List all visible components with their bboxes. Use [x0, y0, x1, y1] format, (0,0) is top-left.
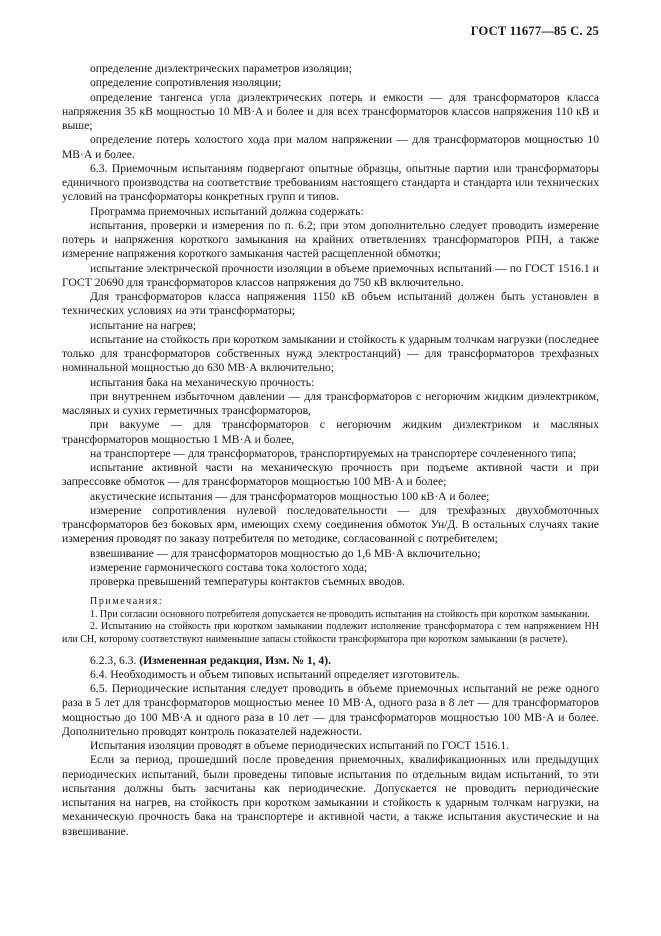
notes-block [62, 596, 599, 646]
paragraph: Испытания изоляции проводят в объеме периодических испытаний по ГОСТ 1516.1. [90, 739, 510, 753]
notes-title: Примечания: [90, 596, 164, 608]
paragraph: определение потерь холостого хода при малом напряжении — для трансформаторов мощностью 10 МВ·А и более. [62, 133, 599, 161]
paragraph: при вакууме — для трансформаторов с негорючим жидким диэлектриком и масляных трансформаторов мощностью 1 МВ·А и более, [62, 418, 599, 446]
paragraph: испытание на стойкость при коротком замыкании и стойкость к ударным толчкам нагрузки (последнее только для трансформаторов собственных нужд электростанций) — для трансформаторов трехфазных номинальной мощностью до 630 МВ·А включительно; [62, 332, 599, 375]
paragraph: Программа приемочных испытаний должна содержать: [90, 204, 364, 218]
paragraph: испытание электрической прочности изоляции в объеме приемочных испытаний — по ГОСТ 1516.1 и ГОСТ 20690 для трансформаторов классов напряжения до 750 кВ включительно. [62, 261, 599, 289]
paragraph: при внутреннем избыточном давлении — для трансформаторов с негорючим жидким диэлектриком, масляных и сухих герметичных трансформаторов, [62, 389, 599, 417]
paragraph: испытания, проверки и измерения по п. 6.2; при этом дополнительно следует проводить измерение потерь и напряжения короткого замыкания на крайних ответвлениях трансформаторов РПН, а также измерение напряжения короткого замыкания частей расщепленной обмотки; [62, 218, 599, 261]
note-item: 1. При согласии основного потребителя допускается не проводить испытания на стойкость при коротком замыкании. [90, 608, 590, 620]
note-item: 2. Испытанию на стойкость при коротком замыкании подлежит исполнение трансформатора с тем напряжением НН или СН, которому соответствуют наименьшие запасы стойкости трансформатора при коротком замыкании (в расчете). [62, 621, 599, 646]
paragraphs-before-notes [62, 62, 599, 589]
paragraph: измерение гармонического состава тока холостого хода; [90, 560, 368, 574]
amendment-bold: (Измененная редакция, Изм. № 1, 4). [139, 653, 331, 667]
paragraph: Если за период, прошедший после проведения приемочных, квалификационных или предыдущих периодических испытаний, были проведены типовые испытания по отдельным видам испытаний, то эти испытания должны быть засчитаны как периодические. Допускается не проводить периодические испытания на нагрев, на стойкость при коротком замыкании и стойкость к ударным толчкам нагрузки, на механическую прочность бака на транспортере и активной части, а также испытания акустические и на взвешивание. [62, 753, 599, 838]
page-header: ГОСТ 11677—85 С. 25 [470, 24, 599, 38]
paragraph: испытание на нагрев; [90, 318, 197, 332]
paragraph: Для трансформаторов класса напряжения 1150 кВ объем испытаний должен быть установлен в технических условиях на эти трансформаторы; [62, 290, 599, 318]
paragraph: акустические испытания — для трансформаторов мощностью 100 кВ·А и более; [90, 489, 490, 503]
paragraph: 6.4. Необходимость и объем типовых испытаний определяет изготовитель. [90, 667, 460, 681]
paragraph: определение сопротивления изоляции; [90, 76, 282, 90]
paragraph: определение диэлектрических параметров изоляции; [90, 62, 352, 75]
amendment-prefix: 6.2.3, 6.3. [90, 653, 140, 667]
paragraph: 6.5. Периодические испытания следует проводить в объеме приемочных испытаний не реже одного раза в 5 лет для трансформаторов мощностью менее 10 МВ·А, одного раза в 8 лет — для трансформаторов мощностью до 100 МВ·А и одного раза в 10 лет — для трансформаторов мощностью 100 МВ·А и более. Дополнительно проводят контроль показателей надежности. [62, 682, 599, 738]
document-body [62, 62, 599, 839]
paragraph: взвешивание — для трансформаторов мощностью до 1,6 МВ·А включительно; [90, 546, 481, 560]
paragraph: определение тангенса угла диэлектрических потерь и емкости — для трансформаторов класса напряжения 35 кВ мощностью 10 МВ·А и более и для всех трансформаторов классов напряжения 110 кВ и выше; [62, 90, 599, 132]
paragraph: 6.3. Приемочным испытаниям подвергают опытные образцы, опытные партии или трансформаторы единичного производства на соответствие требованиям настоящего стандарта и стандарта или технических условий на трансформаторы конкретных групп и типов. [62, 161, 599, 204]
amendment-line [62, 654, 599, 668]
paragraph: испытание активной части на механическую прочность при подъеме активной части и при запрессовке обмоток — для трансформаторов мощностью 100 МВ·А и более; [62, 461, 599, 489]
paragraph: проверка превышений температуры контактов съемных вводов. [90, 575, 406, 588]
paragraphs-after-notes [62, 654, 599, 839]
paragraph: испытания бака на механическую прочность: [90, 375, 315, 389]
paragraph: измерение сопротивления нулевой последовательности — для трехфазных двухобмоточных трансформаторов без боковых ярм, имеющих схему соединения обмоток Ун/Д. В остальных случаях такие измерения проводят по заказу потребителя по методике, согласованной с потребителем; [62, 503, 599, 546]
paragraph: на транспортере — для трансформаторов, транспортируемых на транспортере сочлененного типа; [90, 446, 577, 460]
